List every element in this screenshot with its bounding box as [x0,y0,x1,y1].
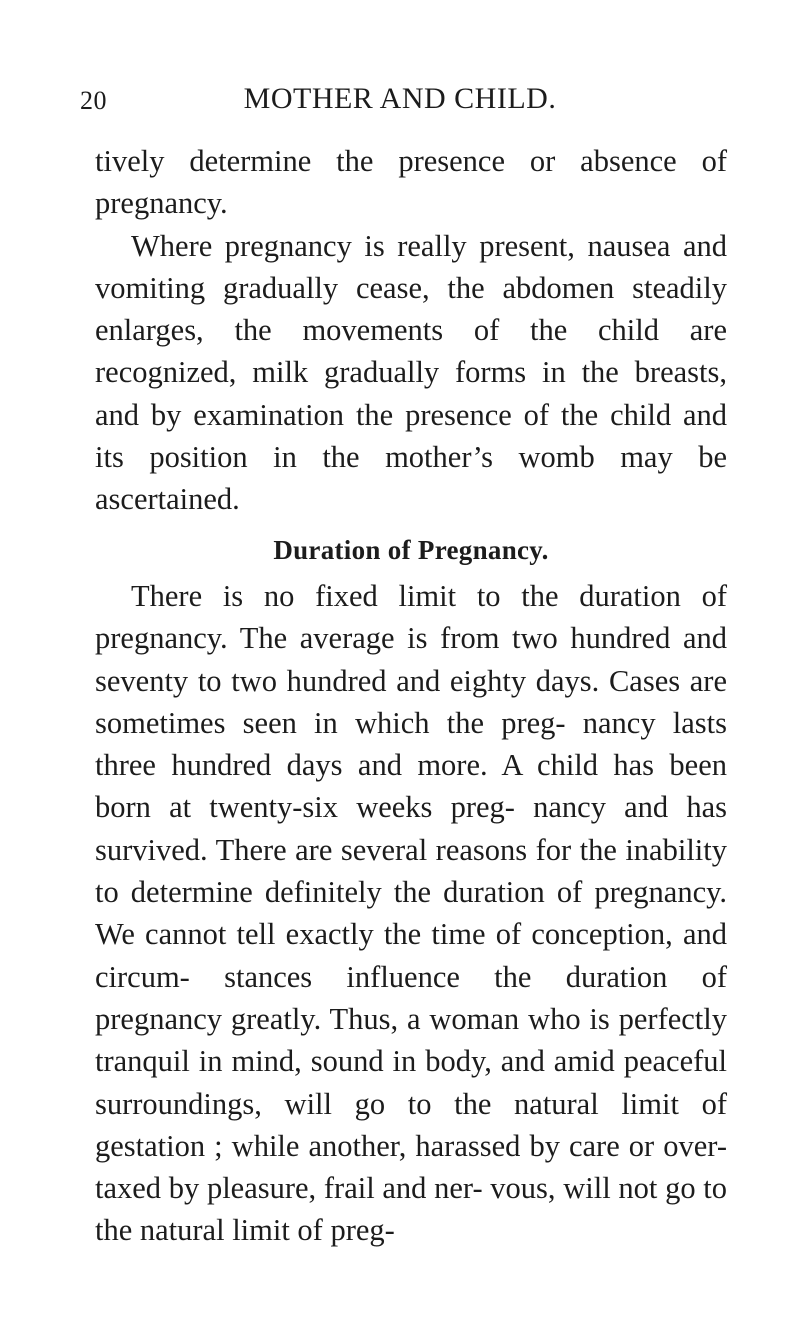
running-title: MOTHER AND CHILD. [243,82,557,115]
page-number: 20 [80,86,107,115]
running-header [80,82,720,122]
section-heading: Duration of Pregnancy. [273,534,549,565]
paragraph: There is no fixed limit to the duration of pregnancy. The average is from two hundred and seventy to two hundred and eighty days. Cases are sometimes seen in which the preg- nancy lasts three hundred days and more. A child has been born at twenty-six weeks preg- nancy and has survived. There are several reasons for the inability to determine definitely the duration of pregnancy. We cannot tell exactly the time of conception, and circum- stances influence the duration of pregnancy greatly. Thus, a woman who is perfectly tranquil in mind, sound in body, and amid peaceful surroundings, will go to the natural limit of gestation ; while another, harassed by care or over-taxed by pleasure, frail and ner- vous, will not go to the natural limit of preg- [95,578,727,1248]
paragraph: Where pregnancy is really present, nausea and vomiting gradually cease, the abdomen steadily enlarges, the movements of the child are recognized, milk gradually forms in the breasts, and by examination the presence of the child and its position in the mother’s womb may be ascertained. [95,228,727,517]
body-text [95,140,727,1252]
paragraph-continued: tively determine the presence or absence of pregnancy. [95,144,727,221]
